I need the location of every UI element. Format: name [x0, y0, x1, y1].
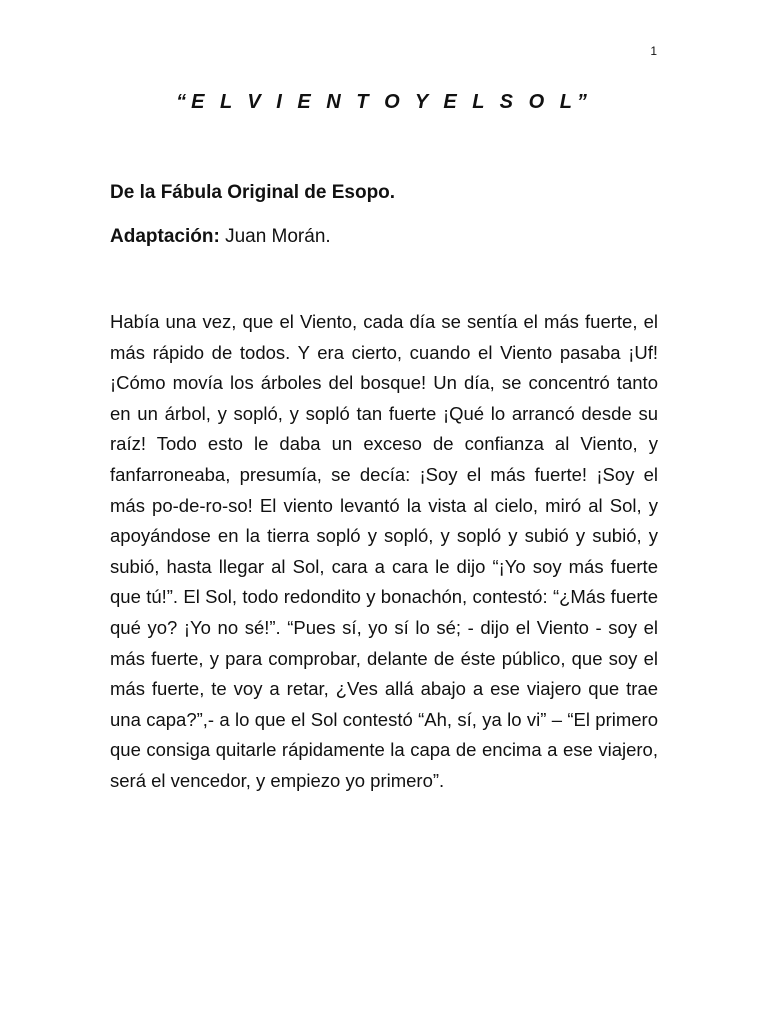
document-title: “E L V I E N T O Y E L S O L” — [176, 91, 592, 113]
story-paragraph: Había una vez, que el Viento, cada día se sentía el más fuerte, el más rápido de todos. Y era cierto, cuando el Viento pasaba ¡Uf! ¡Cómo movía los árboles del bosque! Un día, se concentró tanto en un árbol, y sopló, y sopló tan fuerte ¡Qué lo arrancó desde su raíz! Todo esto le daba un exceso de confianza al Viento, y fanfarroneaba, presumía, se decía: ¡Soy el más fuerte! ¡Soy el más po-de-ro-so! El viento levantó la vista al cielo, miró al Sol, y apoyándose en la tierra sopló y sopló, y sopló y subió y subió, y subió, hasta llegar al Sol, cara a cara le dijo “¡Yo soy más fuerte que tú!”. El Sol, todo redondito y bonachón, contestó: “¿Más fuerte qué yo? ¡Yo no sé!”. “Pues sí, yo sí lo sé; - dijo el Viento - soy el más fuerte, y para comprobar, delante de éste público, que soy el más fuerte, te voy a retar, ¿Ves allá abajo a ese viajero que trae una capa?”,- a lo que el Sol contestó “Ah, sí, ya lo vi” – “El primero que consiga quitarle rápidamente la capa de encima a ese viajero, será el vencedor, y empiezo yo primero”. — [110, 311, 658, 791]
page-number: 1 — [650, 44, 657, 58]
source-line: De la Fábula Original de Esopo. — [110, 182, 396, 203]
adaptation-author: Juan Morán. — [225, 226, 331, 247]
adaptation-line — [110, 224, 331, 250]
adaptation-label: Adaptación: — [110, 226, 220, 247]
